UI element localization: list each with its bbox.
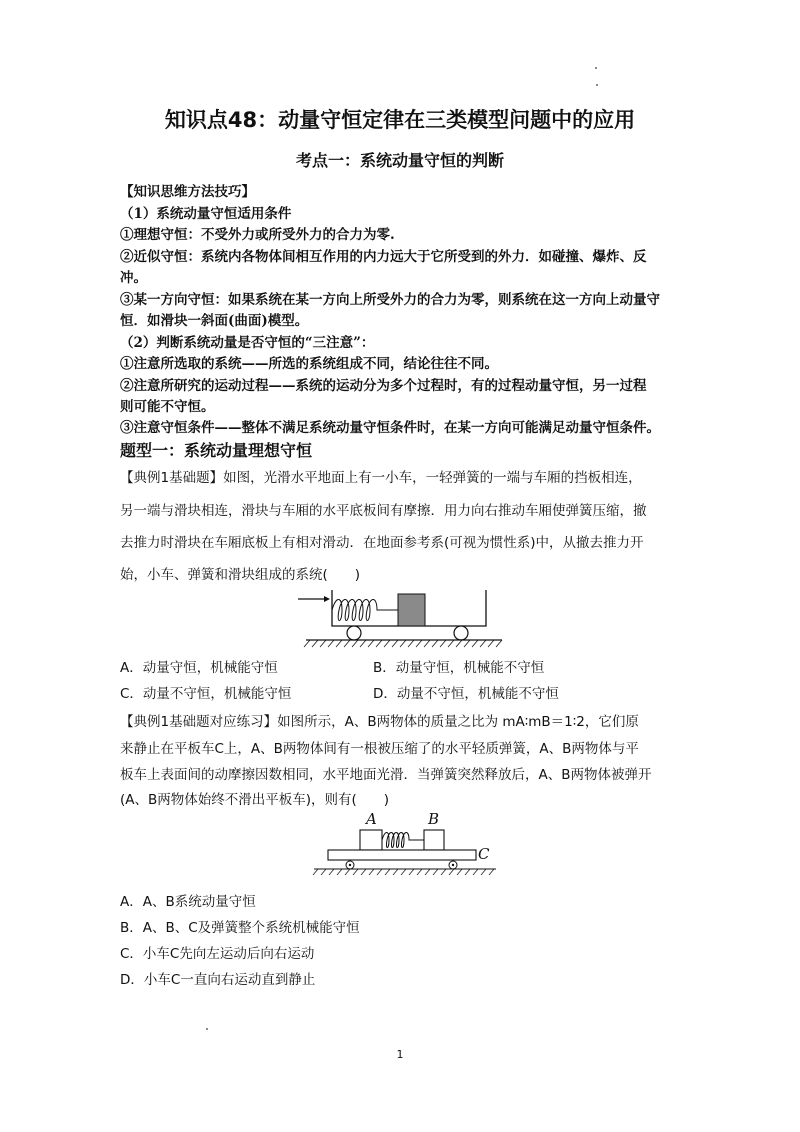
method-line: 恒．如滑块一斜面(曲面)模型。 [120,313,309,329]
example1-option-b: B．动量守恒，机械能不守恒 [373,660,545,676]
scan-dot [596,84,598,86]
section-subtitle: 考点一：系统动量守恒的判断 [295,151,504,170]
example2-line: 【典例1基础题对应练习】如图所示，A、B两物体的质量之比为 mA∶mB＝1∶2，它们原 [120,714,639,730]
scan-dot [595,67,597,69]
plate-cart-figure [300,808,510,880]
method-line: ③注意守恒条件——整体不满足系统动量守恒条件时，在某一方向可能满足动量守恒条件。 [120,420,660,436]
example1-line: 另一端与滑块相连，滑块与车厢的水平底板间有摩擦．用力向右推动车厢使弹簧压缩，撤 [120,503,647,519]
example1-line: 【典例1基础题】如图，光滑水平地面上有一小车，一轻弹簧的一端与车厢的挡板相连， [120,470,642,486]
type-heading: 题型一：系统动量理想守恒 [120,441,313,460]
method-line: ②注意所研究的运动过程——系统的运动分为多个过程时，有的过程动量守恒，另一过程 [120,378,647,394]
example1-option-d: D．动量不守恒，机械能不守恒 [373,686,559,702]
label-c: C [478,845,490,863]
page-number: 1 [396,1048,404,1061]
example1-line: 去推力时滑块在车厢底板上有相对滑动．在地面参考系(可视为惯性系)中，从撤去推力开 [120,535,644,551]
method-section-label: 【知识思维方法技巧】 [120,184,255,200]
example2-line: (A、B两物体始终不滑出平板车)，则有( ) [120,792,390,808]
example1-line: 始，小车、弹簧和滑块组成的系统( ) [120,567,361,583]
example1-option-c: C．动量不守恒，机械能守恒 [120,686,292,702]
example2-line: 板车上表面间的动摩擦因数相同，水平地面光滑．当弹簧突然释放后，A、B两物体被弹开 [120,767,652,783]
method-line: ①注意所选取的系统——所选的系统组成不同，结论往往不同。 [120,356,498,372]
method-line: （1）系统动量守恒适用条件 [120,206,292,222]
example2-option-c: C．小车C先向左运动后向右运动 [120,946,315,962]
method-line: ②近似守恒：系统内各物体间相互作用的内力远大于它所受到的外力．如碰撞、爆炸、反 [120,249,647,265]
label-a: A [366,810,377,828]
method-line: 冲。 [120,270,147,286]
page-title: 知识点48：动量守恒定律在三类模型问题中的应用 [164,108,636,132]
example1-option-a: A．动量守恒，机械能守恒 [120,660,278,676]
method-line: 则可能不守恒。 [120,399,215,415]
scan-dot [206,1028,208,1030]
example2-line: 来静止在平板车C上，A、B两物体间有一根被压缩了的水平轻质弹簧，A、B两物体与平 [120,741,639,757]
example2-option-d: D．小车C一直向右运动直到静止 [120,972,316,988]
method-line: （2）判断系统动量是否守恒的“三注意”： [120,335,375,351]
label-b: B [428,810,440,828]
method-line: ①理想守恒：不受外力或所受外力的合力为零. [120,227,395,243]
example2-option-a: A．A、B系统动量守恒 [120,894,256,910]
method-line: ③某一方向守恒：如果系统在某一方向上所受外力的合力为零，则系统在这一方向上动量守 [120,292,660,308]
cart-spring-figure [290,588,510,650]
example2-option-b: B．A、B、C及弹簧整个系统机械能守恒 [120,920,360,936]
